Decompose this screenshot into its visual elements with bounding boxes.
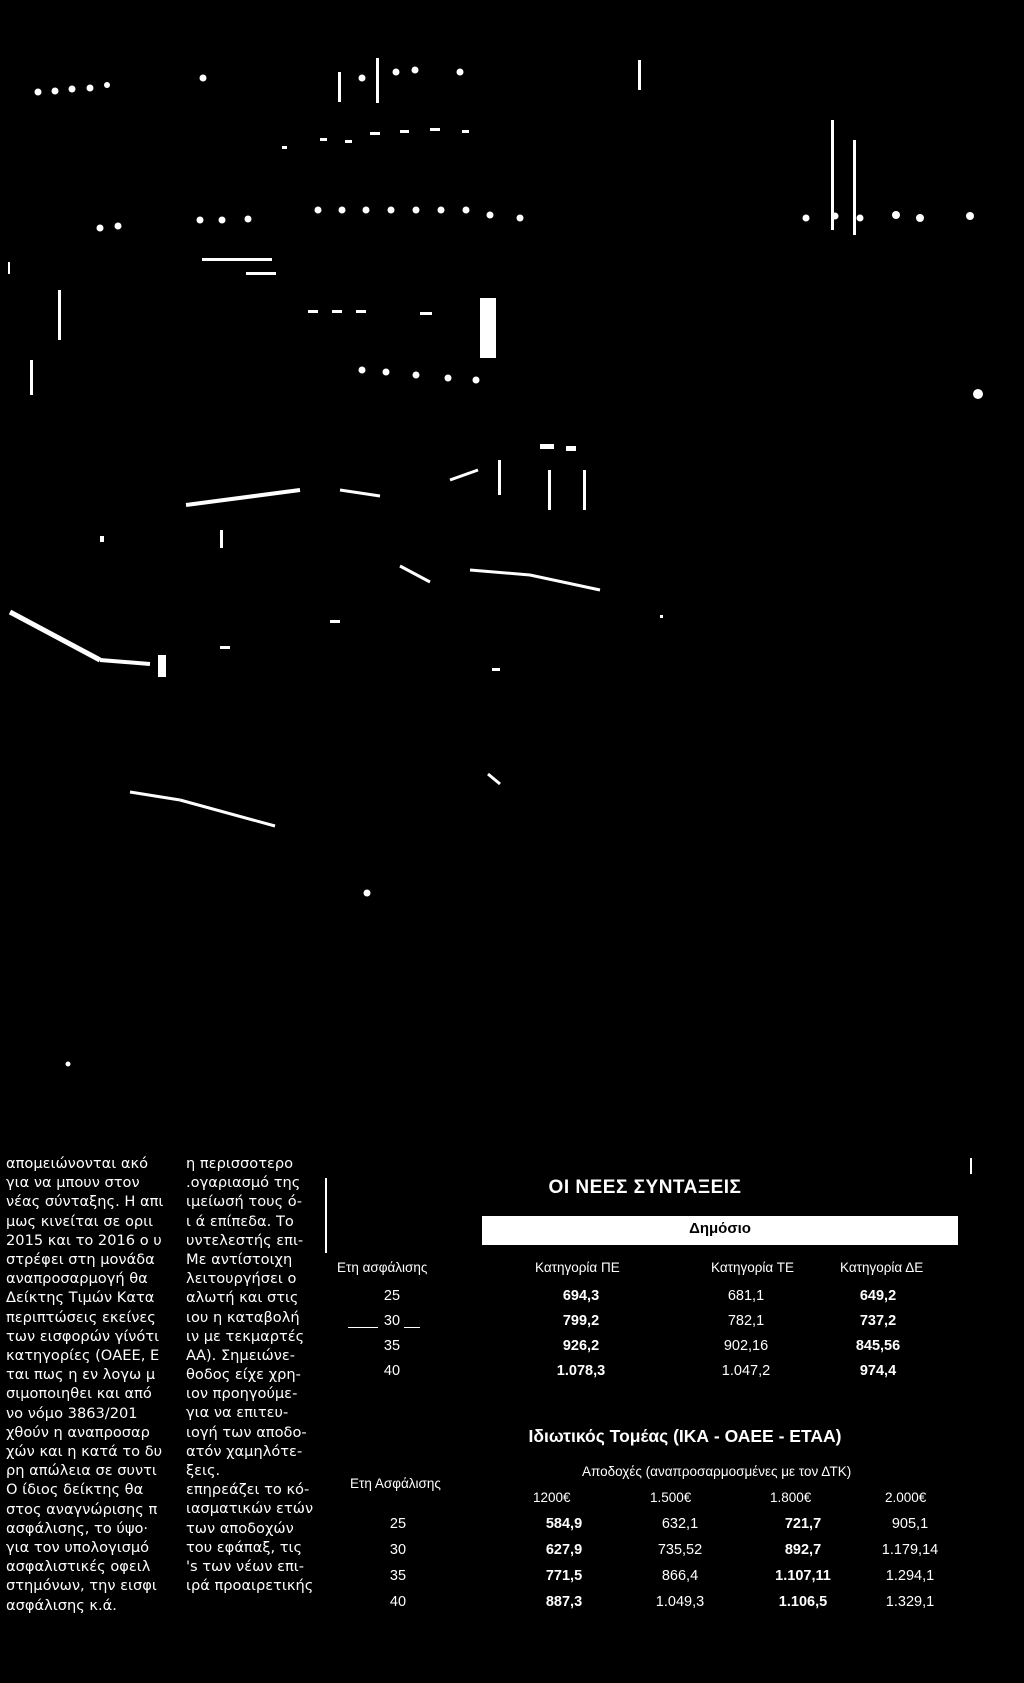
article-line: Ο ίδιος δείκτης θα (6, 1481, 144, 1499)
public-table-cell: 974,4 (859, 1363, 897, 1379)
article-line: ξεις. (186, 1462, 221, 1479)
article-line: θοδος είχε χρη- (186, 1366, 301, 1384)
private-table-cell: 905,1 (891, 1516, 929, 1532)
article-line: ιου η καταβολή (186, 1308, 300, 1326)
public-table-cell: 1.078,3 (556, 1363, 606, 1379)
article-line: ιν με τεκμαρτές (186, 1327, 305, 1345)
article-line: αναπροσαρμογή θα (6, 1270, 148, 1288)
public-table-cell: 25 (383, 1288, 401, 1304)
article-line: αλωτή και στις (186, 1289, 299, 1307)
article-line: ιμείωσή τους ό- (186, 1193, 302, 1211)
public-table-cell: 782,1 (727, 1313, 765, 1329)
article-line: ιογή των αποδο- (186, 1423, 307, 1441)
private-sector-heading: Ιδιωτικός Τομέας (ΙΚΑ - ΟΑΕΕ - ΕΤΑΑ) (528, 1426, 842, 1446)
article-line: λειτουργήσει ο (186, 1270, 297, 1288)
article-line: ιρά προαιρετικής (186, 1577, 314, 1595)
article-line: ατόν χαμηλότε- (186, 1442, 303, 1460)
private-table-cell: 30 (389, 1542, 407, 1558)
article-line: στος αναγνώρισης π (6, 1500, 158, 1518)
public-table-cell: 902,16 (723, 1338, 769, 1354)
private-table-cell: 632,1 (661, 1516, 699, 1532)
column-divider (325, 1178, 327, 1253)
public-table-cell: 1.047,2 (721, 1363, 771, 1379)
private-col-group-header: Αποδοχές (αναπροσαρμοσμένες με τον ΔΤΚ) (582, 1464, 852, 1479)
article-line: των εισφορών γίνότι (6, 1327, 160, 1345)
article-line: Δείκτης Τιμών Κατα (6, 1289, 155, 1307)
article-line: η περισσοτερο (186, 1155, 294, 1172)
private-table-cell: 866,4 (661, 1568, 699, 1584)
public-col-header-te: Κατηγορία ΤΕ (711, 1260, 794, 1275)
public-table-cell: 845,56 (855, 1338, 901, 1354)
article-line: νέας σύνταξης. Η απι (6, 1193, 164, 1211)
article-line: ιασματικών ετών (186, 1500, 314, 1518)
article-line: για να επιτευ- (186, 1404, 289, 1422)
private-table-cell: 40 (389, 1594, 407, 1610)
article-mid-column (186, 1154, 331, 1615)
article-line: ιον προηγούμε- (186, 1385, 298, 1403)
private-table-cell: 892,7 (784, 1542, 822, 1558)
private-table-cell: 25 (389, 1516, 407, 1532)
article-line: ται πως η εν λογω μ (6, 1366, 156, 1384)
article-line: ΑΑ). Σημειώνε- (186, 1346, 296, 1364)
article-line (186, 1595, 331, 1614)
public-table-cell: 694,3 (562, 1288, 600, 1304)
article-line: 's των νέων επι- (186, 1557, 304, 1575)
private-table-cell: 887,3 (545, 1594, 583, 1610)
private-table-cell: 35 (389, 1568, 407, 1584)
article-line: επηρεάζει το κό- (186, 1481, 310, 1499)
private-table-cell: 627,9 (545, 1542, 583, 1558)
article-line: για τον υπολογισμό (6, 1539, 150, 1557)
private-table-cell: 584,9 (545, 1516, 583, 1532)
public-table-cell: 799,2 (562, 1313, 600, 1329)
article-line: υντελεστής επι- (186, 1231, 304, 1249)
table-title: ΟΙ ΝΕΕΣ ΣΥΝΤΑΞΕΙΣ (548, 1177, 742, 1198)
article-line: .ογαριασμό της (186, 1174, 301, 1192)
private-col-header-1500: 1.500€ (650, 1490, 692, 1505)
private-table-cell: 721,7 (784, 1516, 822, 1532)
public-col-header-years: Ετη ασφάλισης (337, 1260, 428, 1275)
article-line: ασφάλισης κ.ά. (6, 1596, 117, 1614)
article-line: του εφάπαξ, τις (186, 1538, 303, 1556)
public-table-cell: 926,2 (562, 1338, 600, 1354)
public-table-cell: 30 (383, 1313, 401, 1329)
article-line: Με αντίστοιχη (186, 1250, 293, 1268)
public-table-cell: 35 (383, 1338, 401, 1354)
article-line: για να μπουν στον (6, 1174, 140, 1192)
article-left-column (6, 1154, 176, 1615)
private-table-cell: 1.049,3 (655, 1594, 705, 1610)
public-sector-heading-bar (482, 1216, 958, 1245)
article-line: ρη απώλεια σε συντι (6, 1462, 157, 1480)
private-table-cell: 1.106,5 (778, 1594, 828, 1610)
public-col-header-de: Κατηγορία ΔΕ (840, 1260, 924, 1275)
public-table-cell: 737,2 (859, 1313, 897, 1329)
row-30-rule-right (404, 1327, 420, 1328)
article-line: κατηγορίες (ΟΑΕΕ, Ε (6, 1347, 160, 1365)
private-table-cell: 1.329,1 (885, 1594, 935, 1610)
private-table-cell: 771,5 (545, 1568, 583, 1584)
article-line: ι ά επίπεδα. Το (186, 1212, 294, 1230)
article-line: ασφάλισης, το ύψο· (6, 1519, 149, 1537)
article-line: νο νόμο 3863/201 (6, 1404, 138, 1422)
photo-mark-row-1 (35, 67, 464, 96)
private-col-header-2000: 2.000€ (885, 1490, 927, 1505)
public-sector-heading: Δημόσιο (689, 1220, 751, 1237)
article-line: ασφαλιστικές οφειλ (6, 1558, 151, 1576)
row-30-rule (348, 1327, 378, 1328)
private-table-cell: 1.179,14 (881, 1542, 939, 1558)
article-line: χών και η κατά το δυ (6, 1443, 163, 1461)
private-col-header-1800: 1.800€ (770, 1490, 812, 1505)
article-line: χθούν η αναπροσαρ (6, 1423, 150, 1441)
article-line: των αποδοχών (186, 1519, 294, 1537)
column-divider-tick (970, 1158, 972, 1174)
article-line: μως κινείται σε οριι (6, 1212, 154, 1230)
article-line: σιμοποιηθει και από (6, 1385, 152, 1403)
public-table-cell: 40 (383, 1363, 401, 1379)
public-col-header-pe: Κατηγορία ΠΕ (535, 1260, 620, 1275)
private-table-cell: 1.294,1 (885, 1568, 935, 1584)
private-col-header-1200: 1200€ (533, 1490, 571, 1505)
article-line: περιπτώσεις εκείνες (6, 1308, 156, 1326)
private-table-cell: 735,52 (657, 1542, 703, 1558)
article-line: στημόνων, την εισφι (6, 1577, 157, 1595)
private-col-header-years: Ετη Ασφάλισης (350, 1476, 441, 1491)
article-line: στρέφει στη μονάδα (6, 1251, 155, 1269)
private-table-cell: 1.107,11 (775, 1568, 831, 1584)
public-table-cell: 649,2 (859, 1288, 897, 1304)
article-line: 2015 και το 2016 ο υ (6, 1231, 162, 1249)
article-line: απομειώνονται ακό (6, 1155, 149, 1172)
public-table-cell: 681,1 (727, 1288, 765, 1304)
